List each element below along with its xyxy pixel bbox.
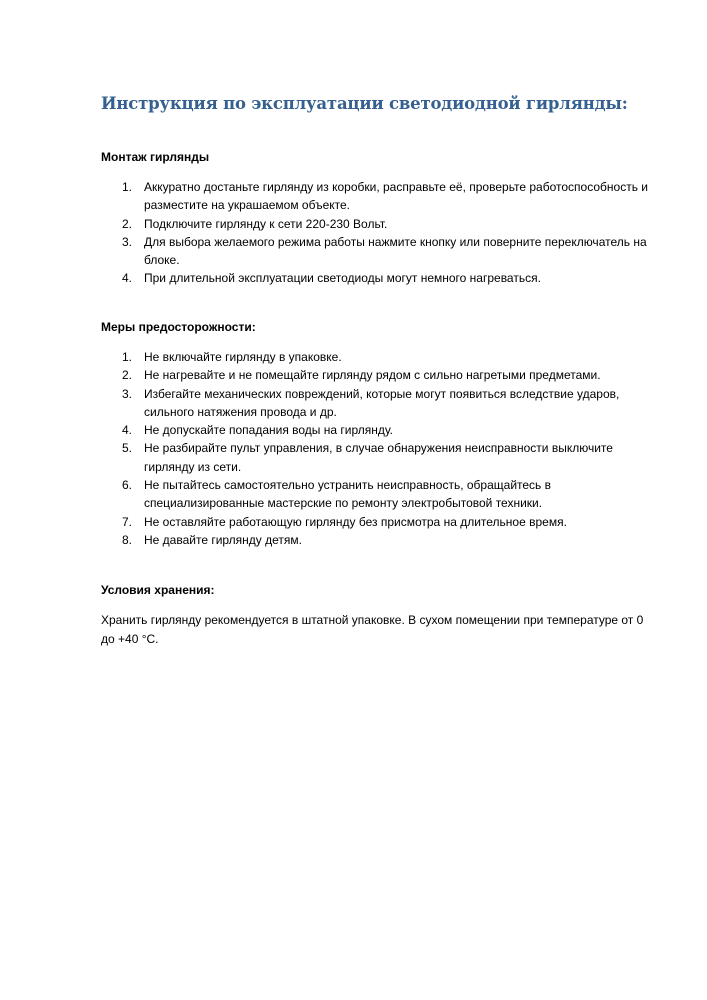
list-item-number: 4.: [122, 423, 133, 438]
list-item-number: 2.: [122, 216, 133, 231]
list-item-text: Не нагревайте и не помещайте гирлянду рядом с сильно нагретыми предметами.: [144, 368, 601, 383]
document-title: Инструкция по эксплуатации светодиодной гирлянды:: [101, 94, 628, 113]
list-item-number: 1.: [122, 180, 133, 194]
list-item: [101, 348, 661, 366]
storage-text: Хранить гирлянду рекомендуется в штатной упаковке. В сухом помещении при температуре от 0 до +40 °С.: [101, 613, 644, 646]
list-item: [101, 233, 661, 270]
list-item: [101, 178, 661, 215]
list-item: [101, 385, 661, 422]
list-item: [101, 215, 661, 233]
installation-heading: Монтаж гирлянды: [101, 150, 210, 164]
precautions-list: [101, 348, 661, 549]
precautions-heading: Меры предосторожности:: [101, 320, 256, 334]
list-item-text: При длительной эксплуатации светодиоды могут немного нагреваться.: [144, 271, 541, 286]
list-item-number: 6.: [122, 478, 133, 493]
list-item: [101, 421, 661, 439]
installation-list: [101, 178, 661, 288]
list-item: [101, 531, 661, 549]
list-item: [101, 269, 661, 287]
list-item-number: 2.: [122, 368, 133, 383]
list-item-number: 8.: [122, 532, 133, 547]
list-item-text: Подключите гирлянду к сети 220-230 Вольт.: [144, 216, 388, 231]
list-item-number: 1.: [122, 350, 133, 364]
list-item-number: 3.: [122, 386, 133, 401]
list-item: [101, 513, 661, 531]
list-item-number: 5.: [122, 441, 133, 456]
list-item-text: Аккуратно достаньте гирлянду из коробки, расправьте её, проверьте работоспособность и разместите на украшаемом объекте.: [144, 180, 648, 213]
list-item-text: Не пытайтесь самостоятельно устранить неисправность, обращайтесь в специализированные мастерские по ремонту электробытовой техники.: [144, 478, 552, 511]
list-item: [101, 476, 661, 513]
list-item-text: Избегайте механических повреждений, которые могут появиться вследствие ударов, сильного натяжения провода и др.: [144, 386, 620, 419]
list-item-number: 3.: [122, 234, 133, 249]
list-item-text: Не включайте гирлянду в упаковке.: [144, 350, 342, 364]
list-item-text: Не давайте гирлянду детям.: [144, 532, 302, 547]
list-item-number: 4.: [122, 271, 133, 286]
list-item-text: Не допускайте попадания воды на гирлянду.: [144, 423, 394, 438]
list-item-text: Не разбирайте пульт управления, в случае обнаружения неисправности выключите гирлянду из сети.: [144, 441, 613, 474]
storage-heading: Условия хранения:: [101, 583, 215, 597]
list-item-number: 7.: [122, 514, 133, 529]
list-item: [101, 439, 661, 476]
list-item: [101, 366, 661, 384]
list-item-text: Для выбора желаемого режима работы нажмите кнопку или поверните переключатель на блоке.: [144, 234, 647, 268]
list-item-text: Не оставляйте работающую гирлянду без присмотра на длительное время.: [144, 514, 567, 529]
